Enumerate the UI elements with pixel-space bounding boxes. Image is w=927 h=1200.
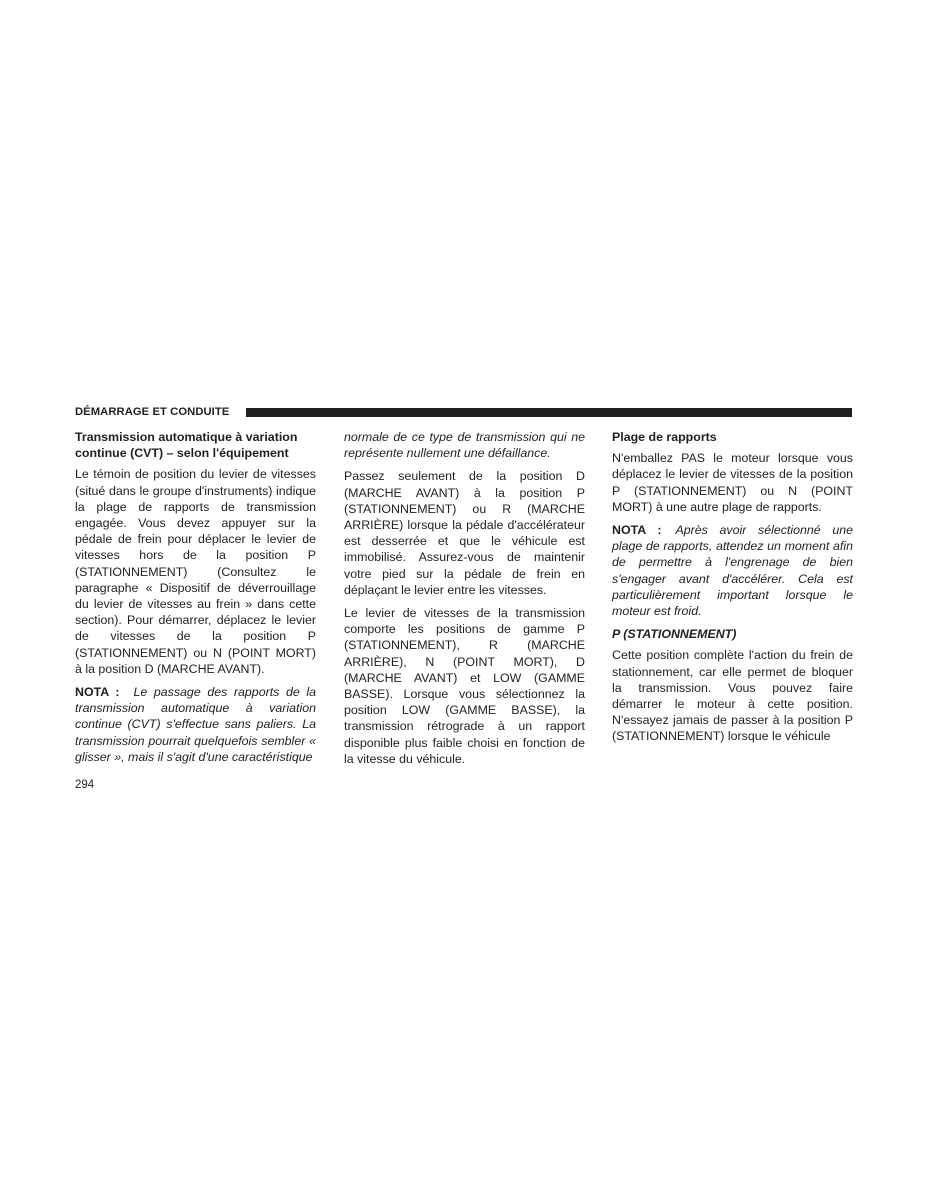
note-text: Après avoir sélectionné une plage de rapports, attendez un moment afin de permettre à l'engrenage de bien s'engager avant d'accélérer. Cela est particulièrement important lorsque le moteur est froid. [612, 523, 853, 619]
note-label: NOTA : [612, 523, 662, 538]
gear-range-heading: Plage de rapports [612, 430, 717, 444]
park-subheading: P (STATIONNEMENT) [612, 627, 737, 642]
page-number: 294 [75, 779, 95, 791]
note-text: Le passage des rapports de la transmission automatique à variation continue (CVT) s'effectue sans paliers. La transmission pourrait quelquefois sembler « glisser », mais il s'agit d'une caractéristique [75, 685, 317, 764]
cvt-paragraph: Le témoin de position du levier de vitesses (situé dans le groupe d'instruments) indique la plage de rapports de transmission engagée. Vous devez appuyer sur la pédale de frein pour déplacer le levier de vitesses hors de la position P (STATIONNEMENT) (Consultez le paragraphe « Dispositif de déverrouillage du levier de vitesses au frein » dans cette section). Pour démarrer, déplacez le levier de vitesses de la position P (STATIONNEMENT) ou N (POINT MORT) à la position D (MARCHE AVANT). [75, 467, 316, 676]
cvt-heading: Transmission automatique à variation continue (CVT) – selon l'équipement [75, 430, 298, 461]
column-2 [344, 429, 585, 774]
column-1 [75, 429, 316, 772]
cvt-note [75, 684, 316, 765]
lever-positions-paragraph: Le levier de vitesses de la transmission comporte les positions de gamme P (STATIONNEMENT), R (MARCHE ARRIÈRE), N (POINT MORT), D (MARCHE AVANT) et LOW (GAMME BASSE). Lorsque vous sélectionnez la position LOW (GAMME BASSE), la transmission rétrograde à un rapport disponible plus faible choisi en fonction de la vitesse du véhicule. [344, 606, 585, 766]
park-paragraph: Cette position complète l'action du frein de stationnement, car elle permet de bloquer la transmission. Vous pouvez faire démarrer le moteur à cette position. N'essayez jamais de passer à la position P (STATIONNEMENT) lorsque le véhicule [612, 648, 853, 744]
section-title: DÉMARRAGE ET CONDUITE [75, 406, 230, 418]
header-rule-bar [246, 408, 852, 417]
note-label: NOTA : [75, 685, 120, 700]
shift-paragraph: Passez seulement de la position D (MARCHE AVANT) à la position P (STATIONNEMENT) ou R (MARCHE ARRIÈRE) lorsque la pédale d'accélérateur est desserrée et que le véhicule est immobilisé. Assurez-vous de maintenir votre pied sur la pédale de frein en déplaçant le levier entre les vitesses. [344, 469, 585, 597]
section-header [75, 405, 852, 419]
column-3 [612, 429, 853, 752]
note-continuation: normale de ce type de transmission qui ne représente nullement une défaillance. [344, 430, 585, 461]
gear-range-paragraph: N'emballez PAS le moteur lorsque vous déplacez le levier de vitesses de la position P (STATIONNEMENT) ou N (POINT MORT) à une autre plage de rapports. [612, 451, 853, 514]
gear-range-note [612, 522, 853, 619]
